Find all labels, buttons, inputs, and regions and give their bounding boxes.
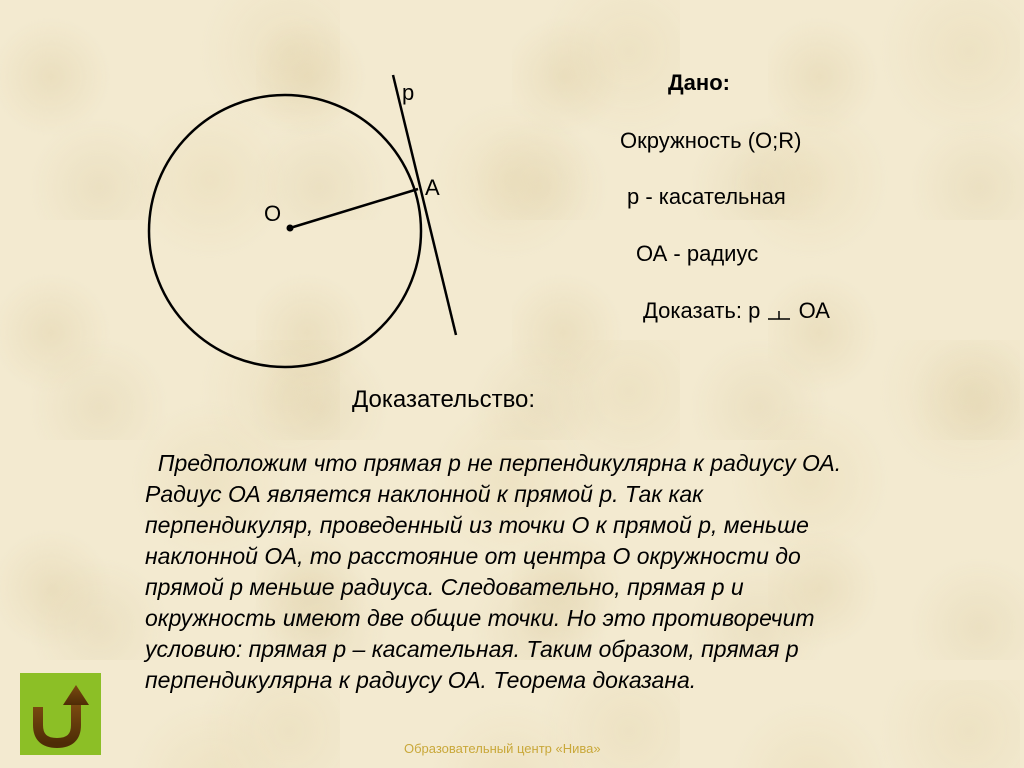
proof-line: Предположим что прямая р не перпендикулярна к радиусу ОА. [145, 450, 842, 476]
label-a: А [425, 175, 440, 200]
proof-line: прямой р меньше радиуса. Следовательно, прямая р и [145, 574, 744, 600]
given-circle: Окружность (О;R) [620, 128, 802, 153]
proof-line: перпендикулярна к радиусу ОА. Теорема доказана. [145, 667, 697, 693]
proof-line: условию: прямая р – касательная. Таким образом, прямая р [145, 636, 799, 662]
proof-text [145, 448, 935, 696]
given-title: Дано: [668, 70, 730, 95]
prove-statement [643, 298, 830, 324]
given-tangent: р - касательная [627, 184, 786, 209]
u-turn-arrow-icon [20, 673, 101, 755]
radius-oa [290, 189, 418, 228]
proof-line: окружность имеют две общие точки. Но это противоречит [145, 605, 815, 631]
center-point-o [287, 225, 294, 232]
footer-credit: Образовательный центр «Нива» [404, 741, 601, 756]
prove-suffix: ОА [798, 298, 830, 323]
tangent-line-p [393, 75, 456, 335]
proof-line: Радиус ОА является наклонной к прямой р. Так как [145, 481, 704, 507]
label-p: р [402, 80, 415, 105]
perpendicular-icon [766, 304, 792, 320]
given-radius: ОА - радиус [636, 241, 759, 266]
label-o: О [264, 201, 282, 226]
proof-line: перпендикуляр, проведенный из точки О к прямой р, меньше [145, 512, 809, 538]
proof-title: Доказательство: [352, 386, 536, 413]
back-button[interactable] [20, 673, 101, 755]
proof-line: наклонной ОА, то расстояние от центра О окружности до [145, 543, 801, 569]
prove-prefix: Доказать: р [643, 298, 761, 323]
circle [149, 95, 421, 367]
